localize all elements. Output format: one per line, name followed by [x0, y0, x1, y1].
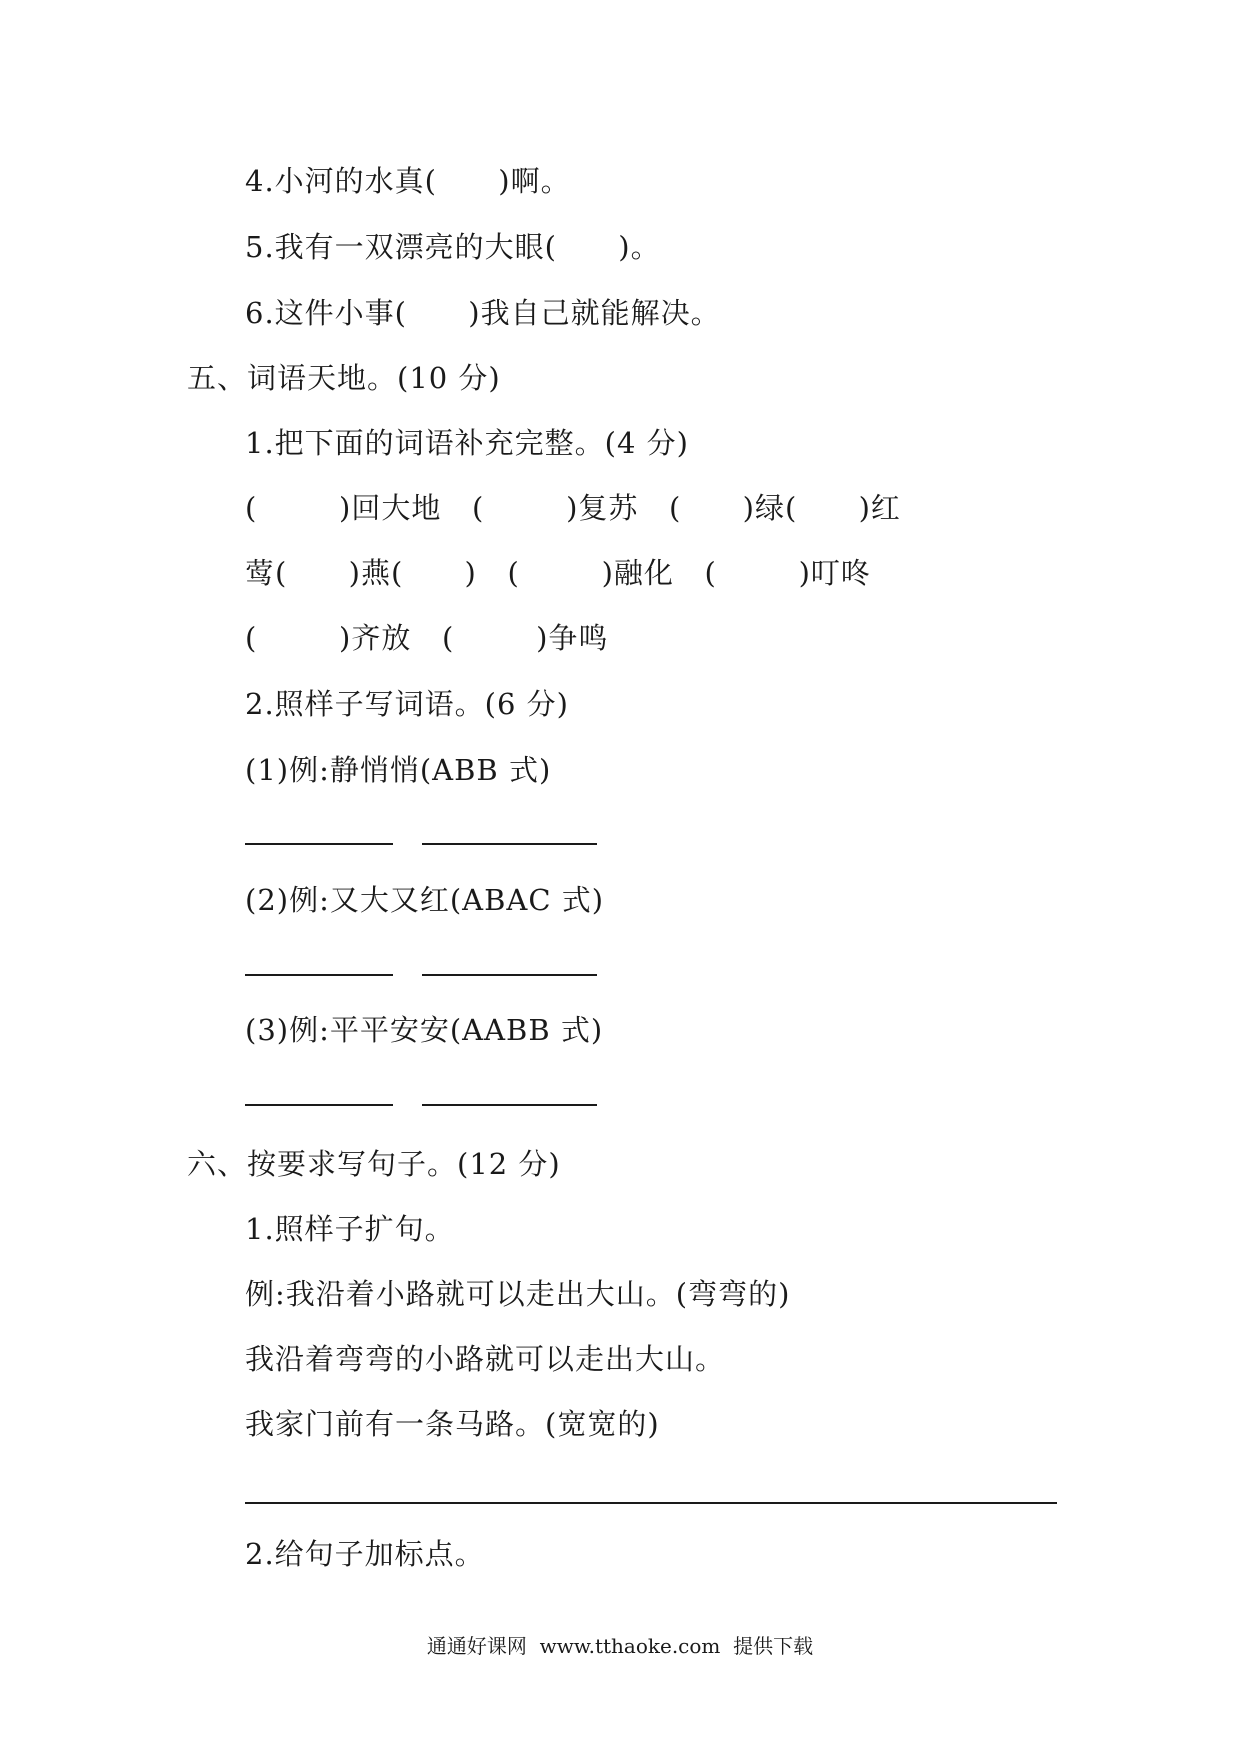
- question-4-5: 5.我有一双漂亮的大眼( )。: [245, 230, 661, 264]
- word-fill-row-1: ( )回大地 ( )复苏 ( )绿( )红: [245, 491, 901, 525]
- answer-line[interactable]: [245, 1104, 393, 1106]
- example-abb: (1)例:静悄悄(ABB 式): [245, 753, 552, 787]
- example-aabb: (3)例:平平安安(AABB 式): [245, 1013, 604, 1047]
- section-5-title: 五、词语天地。(10 分): [187, 361, 501, 395]
- example-abac: (2)例:又大又红(ABAC 式): [245, 883, 605, 917]
- section-5-question-1: 1.把下面的词语补充完整。(4 分): [245, 426, 689, 460]
- expand-example: 例:我沿着小路就可以走出大山。(弯弯的): [245, 1277, 791, 1311]
- sentence-answer-line[interactable]: [245, 1502, 1057, 1504]
- section-5-question-2: 2.照样子写词语。(6 分): [245, 687, 569, 721]
- section-6-question-1: 1.照样子扩句。: [245, 1212, 455, 1246]
- section-6-title: 六、按要求写句子。(12 分): [187, 1147, 561, 1181]
- footer-credit: 通通好课网 www.tthaoke.com 提供下载: [426, 1634, 814, 1658]
- answer-line[interactable]: [245, 843, 393, 845]
- answer-line[interactable]: [422, 1104, 597, 1106]
- question-4-6: 6.这件小事( )我自己就能解决。: [245, 296, 721, 330]
- answer-line[interactable]: [245, 974, 393, 976]
- answer-line[interactable]: [422, 843, 597, 845]
- question-4-4: 4.小河的水真( )啊。: [245, 164, 571, 198]
- word-fill-row-2: 莺( )燕( ) ( )融化 ( )叮咚: [245, 556, 871, 590]
- section-6-question-2: 2.给句子加标点。: [245, 1537, 485, 1571]
- word-fill-row-3: ( )齐放 ( )争鸣: [245, 621, 609, 655]
- expand-example-answer: 我沿着弯弯的小路就可以走出大山。: [245, 1342, 726, 1376]
- expand-task: 我家门前有一条马路。(宽宽的): [245, 1407, 660, 1441]
- answer-line[interactable]: [422, 974, 597, 976]
